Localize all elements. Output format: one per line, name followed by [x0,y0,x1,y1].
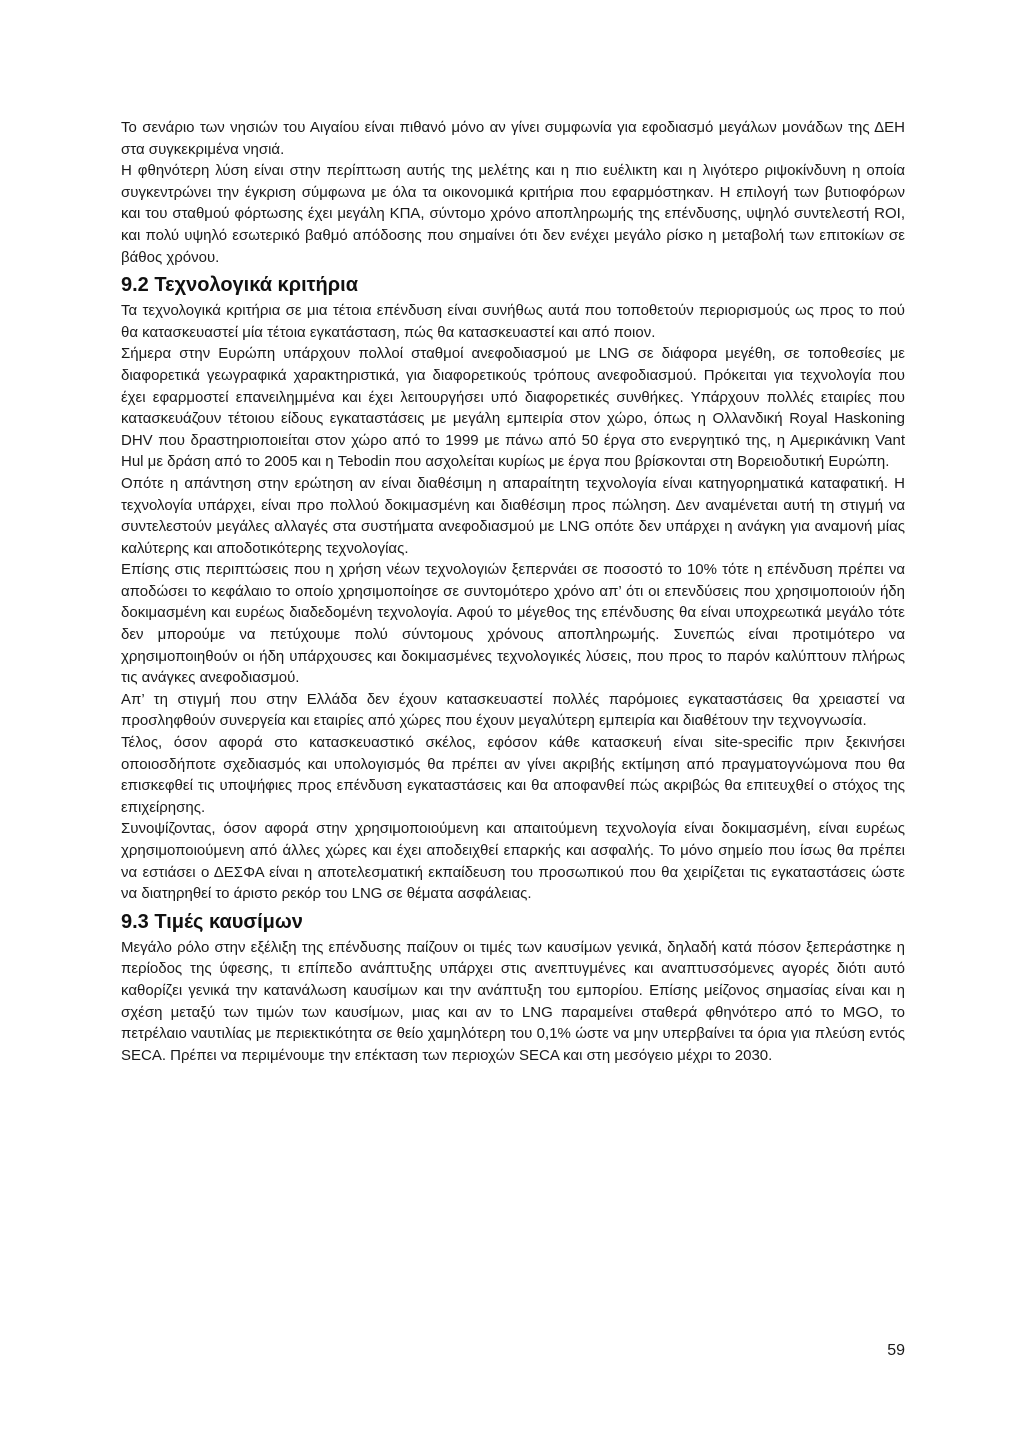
paragraph-europe-stations: Σήμερα στην Ευρώπη υπάρχουν πολλοί σταθμοί ανεφοδιασμού με LNG σε διάφορα μεγέθη, σε τοποθεσίες με διαφορετικά γεωγραφικά χαρακτηριστικά, για διαφορετικούς τρόπους ανεφοδιασμού. Πρόκειται για τεχνολογία που έχει εφαρμοστεί επανειλημμένα και έχει λειτουργήσει υπό διαφορετικές συνθήκες. Υπάρχουν πολλές εταιρίες που κατασκευάζουν τέτοιου είδους εγκαταστάσεις με μεγάλη εμπειρία στον χώρο, όπως η Ολλανδική Royal Haskoning DHV που δραστηριοποιείται στον χώρο από το 1999 με πάνω από 50 έργα στο ενεργητικό της, η Αμερικάνικη Vant Hul με δράση από το 2005 και η Tebodin που ασχολείται κυρίως με έργα που βρίσκονται στη Βορειοδυτική Ευρώπη. [121,345,905,471]
page-number: 59 [887,1342,905,1359]
paragraph-new-technologies: Επίσης στις περιπτώσεις που η χρήση νέων τεχνολογιών ξεπερνάει σε ποσοστό το 10% τότε η επένδυση πρέπει να αποδώσει το κεφάλαιο το οποίο χρησιμοποίησε σε συντομότερο χρόνο απ’ ότι οι επενδύσεις που χρησιμοποιούν ήδη δοκιμασμένη και ευρέως διαδεδομένη τεχνολογία. Αφού το μέγεθος της επένδυσης θα είναι υποχρεωτικά μεγάλο τότε δεν μπορούμε να πετύχουμε πολύ σύντομους χρόνους αποπληρωμής. Συνεπώς είναι προτιμότερο να χρησιμοποιηθούν οι ήδη υπάρχουσες και δοκιμασμένες τεχνολογικές λύσεις, που προς το παρόν καλύπτουν πλήρως τις ανάγκες ανεφοδιασμού. [121,561,905,687]
paragraph-fuel-prices: Μεγάλο ρόλο στην εξέλιξη της επένδυσης παίζουν οι τιμές των καυσίμων γενικά, δηλαδή κατά πόσον ξεπεράστηκε η περίοδος της ύφεσης, τι επίπεδο ανάπτυξης υπάρχει στις ανεπτυγμένες και αναπτυσσόμενες αγορές διότι αυτό καθορίζει γενικά την κατανάλωση καυσίμων και την ανάπτυξη του εμπορίου. Επίσης μείζονος σημασίας είναι και η σχέση μεταξύ των τιμών των καυσίμων, μιας και αν το LNG παραμείνει σταθερά φθηνότερο από το MGO, το πετρέλαιο ναυτιλίας με περιεκτικότητα σε θείο χαμηλότερη του 0,1% ώστε να μην υπερβαίνει τα όρια για πλεύση εντός SECA. Πρέπει να περιμένουμε την επέκταση των περιοχών SECA και στη μεσόγειο μέχρι το 2030. [121,938,905,1064]
paragraph-summary: Συνοψίζοντας, όσον αφορά στην χρησιμοποιούμενη και απαιτούμενη τεχνολογία είναι δοκιμασμένη, είναι ευρέως χρησιμοποιούμενη από άλλες χώρες και έχει αποδειχθεί επαρκής και ασφαλής. Το μόνο σημείο που ίσως θα πρέπει να εστιάσει ο ΔΕΣΦΑ είναι η αποτελεσματική εκπαίδευση του προσωπικού που θα χειρίζεται τις εγκαταστάσεις ώστε να διατηρηθεί το άριστο ρεκόρ του LNG σε θέματα ασφάλειας. [121,820,905,903]
paragraph-cheapest-solution: Η φθηνότερη λύση είναι στην περίπτωση αυτής της μελέτης και η πιο ευέλικτη και η λιγότερο ριψοκίνδυνη η οποία συγκεντρώνει την έγκριση σύμφωνα με όλα τα οικονομικά κριτήρια που εφαρμόστηκαν. Η επιλογή των βυτιοφόρων και του σταθμού φόρτωσης έχει μεγάλη ΚΠΑ, σύντομο χρόνο αποπληρωμής της επένδυσης, υψηλό συντελεστή ROI, και πολύ υψηλό εσωτερικό βαθμό απόδοσης που σημαίνει ότι δεν ενέχει μεγάλο ρίσκο η μεταβολή των επιτοκίων σε βάθος χρόνου. [121,162,905,266]
paragraph-tech-criteria-intro: Τα τεχνολογικά κριτήρια σε μια τέτοια επένδυση είναι συνήθως αυτά που τοποθετούν περιορισμούς ως προς το πού θα κατασκευαστεί μία τέτοια εγκατάσταση, πώς θα κατασκευαστεί και από ποιον. [121,302,905,341]
paragraph-greece-experience: Απ’ τη στιγμή που στην Ελλάδα δεν έχουν κατασκευαστεί πολλές παρόμοιες εγκαταστάσεις θα χρειαστεί να προσληφθούν συνεργεία και εταιρίες από χώρες που έχουν μεγαλύτερη εμπειρία και διαθέτουν την τεχνογνωσία. [121,690,905,730]
paragraph-aegean-scenario: Το σενάριο των νησιών του Αιγαίου είναι πιθανό μόνο αν γίνει συμφωνία για εφοδιασμό μεγάλων μονάδων της ΔΕΗ στα συγκεκριμένα νησιά. [121,119,905,158]
paragraph-technology-available: Οπότε η απάντηση στην ερώτηση αν είναι διαθέσιμη η απαραίτητη τεχνολογία είναι κατηγορηματικά καταφατική. Η τεχνολογία υπάρχει, είναι προ πολλού δοκιμασμένη και διαθέσιμη προς πώληση. Δεν αναμένεται αυτή τη στιγμή να συντελεστούν μεγάλες αλλαγές στα συστήματα ανεφοδιασμού με LNG οπότε δεν υπάρχει η ανάγκη για αναμονή μίας καλύτερης και αποδοτικότερης τεχνολογίας. [121,474,905,557]
paragraph-construction-aspect: Τέλος, όσον αφορά στο κατασκευαστικό σκέλος, εφόσον κάθε κατασκευή είναι site-specific πριν ξεκινήσει οποιοσδήποτε σχεδιασμός και υπολογισμός θα πρέπει αν γίνει ακριβής εκτίμηση από πραγματογνώμονα που θα επισκεφθεί τις υποψήφιες προς επένδυση εγκαταστάσεις και θα αποφανθεί πώς ακριβώς θα επιτευχθεί ο στόχος της επιχείρησης. [121,734,905,816]
document-page [121,117,905,1066]
section-heading-technological-criteria: 9.2 Τεχνολογικά κριτήρια [121,274,359,297]
section-heading-fuel-prices: 9.3 Τιμές καυσίμων [121,910,303,933]
